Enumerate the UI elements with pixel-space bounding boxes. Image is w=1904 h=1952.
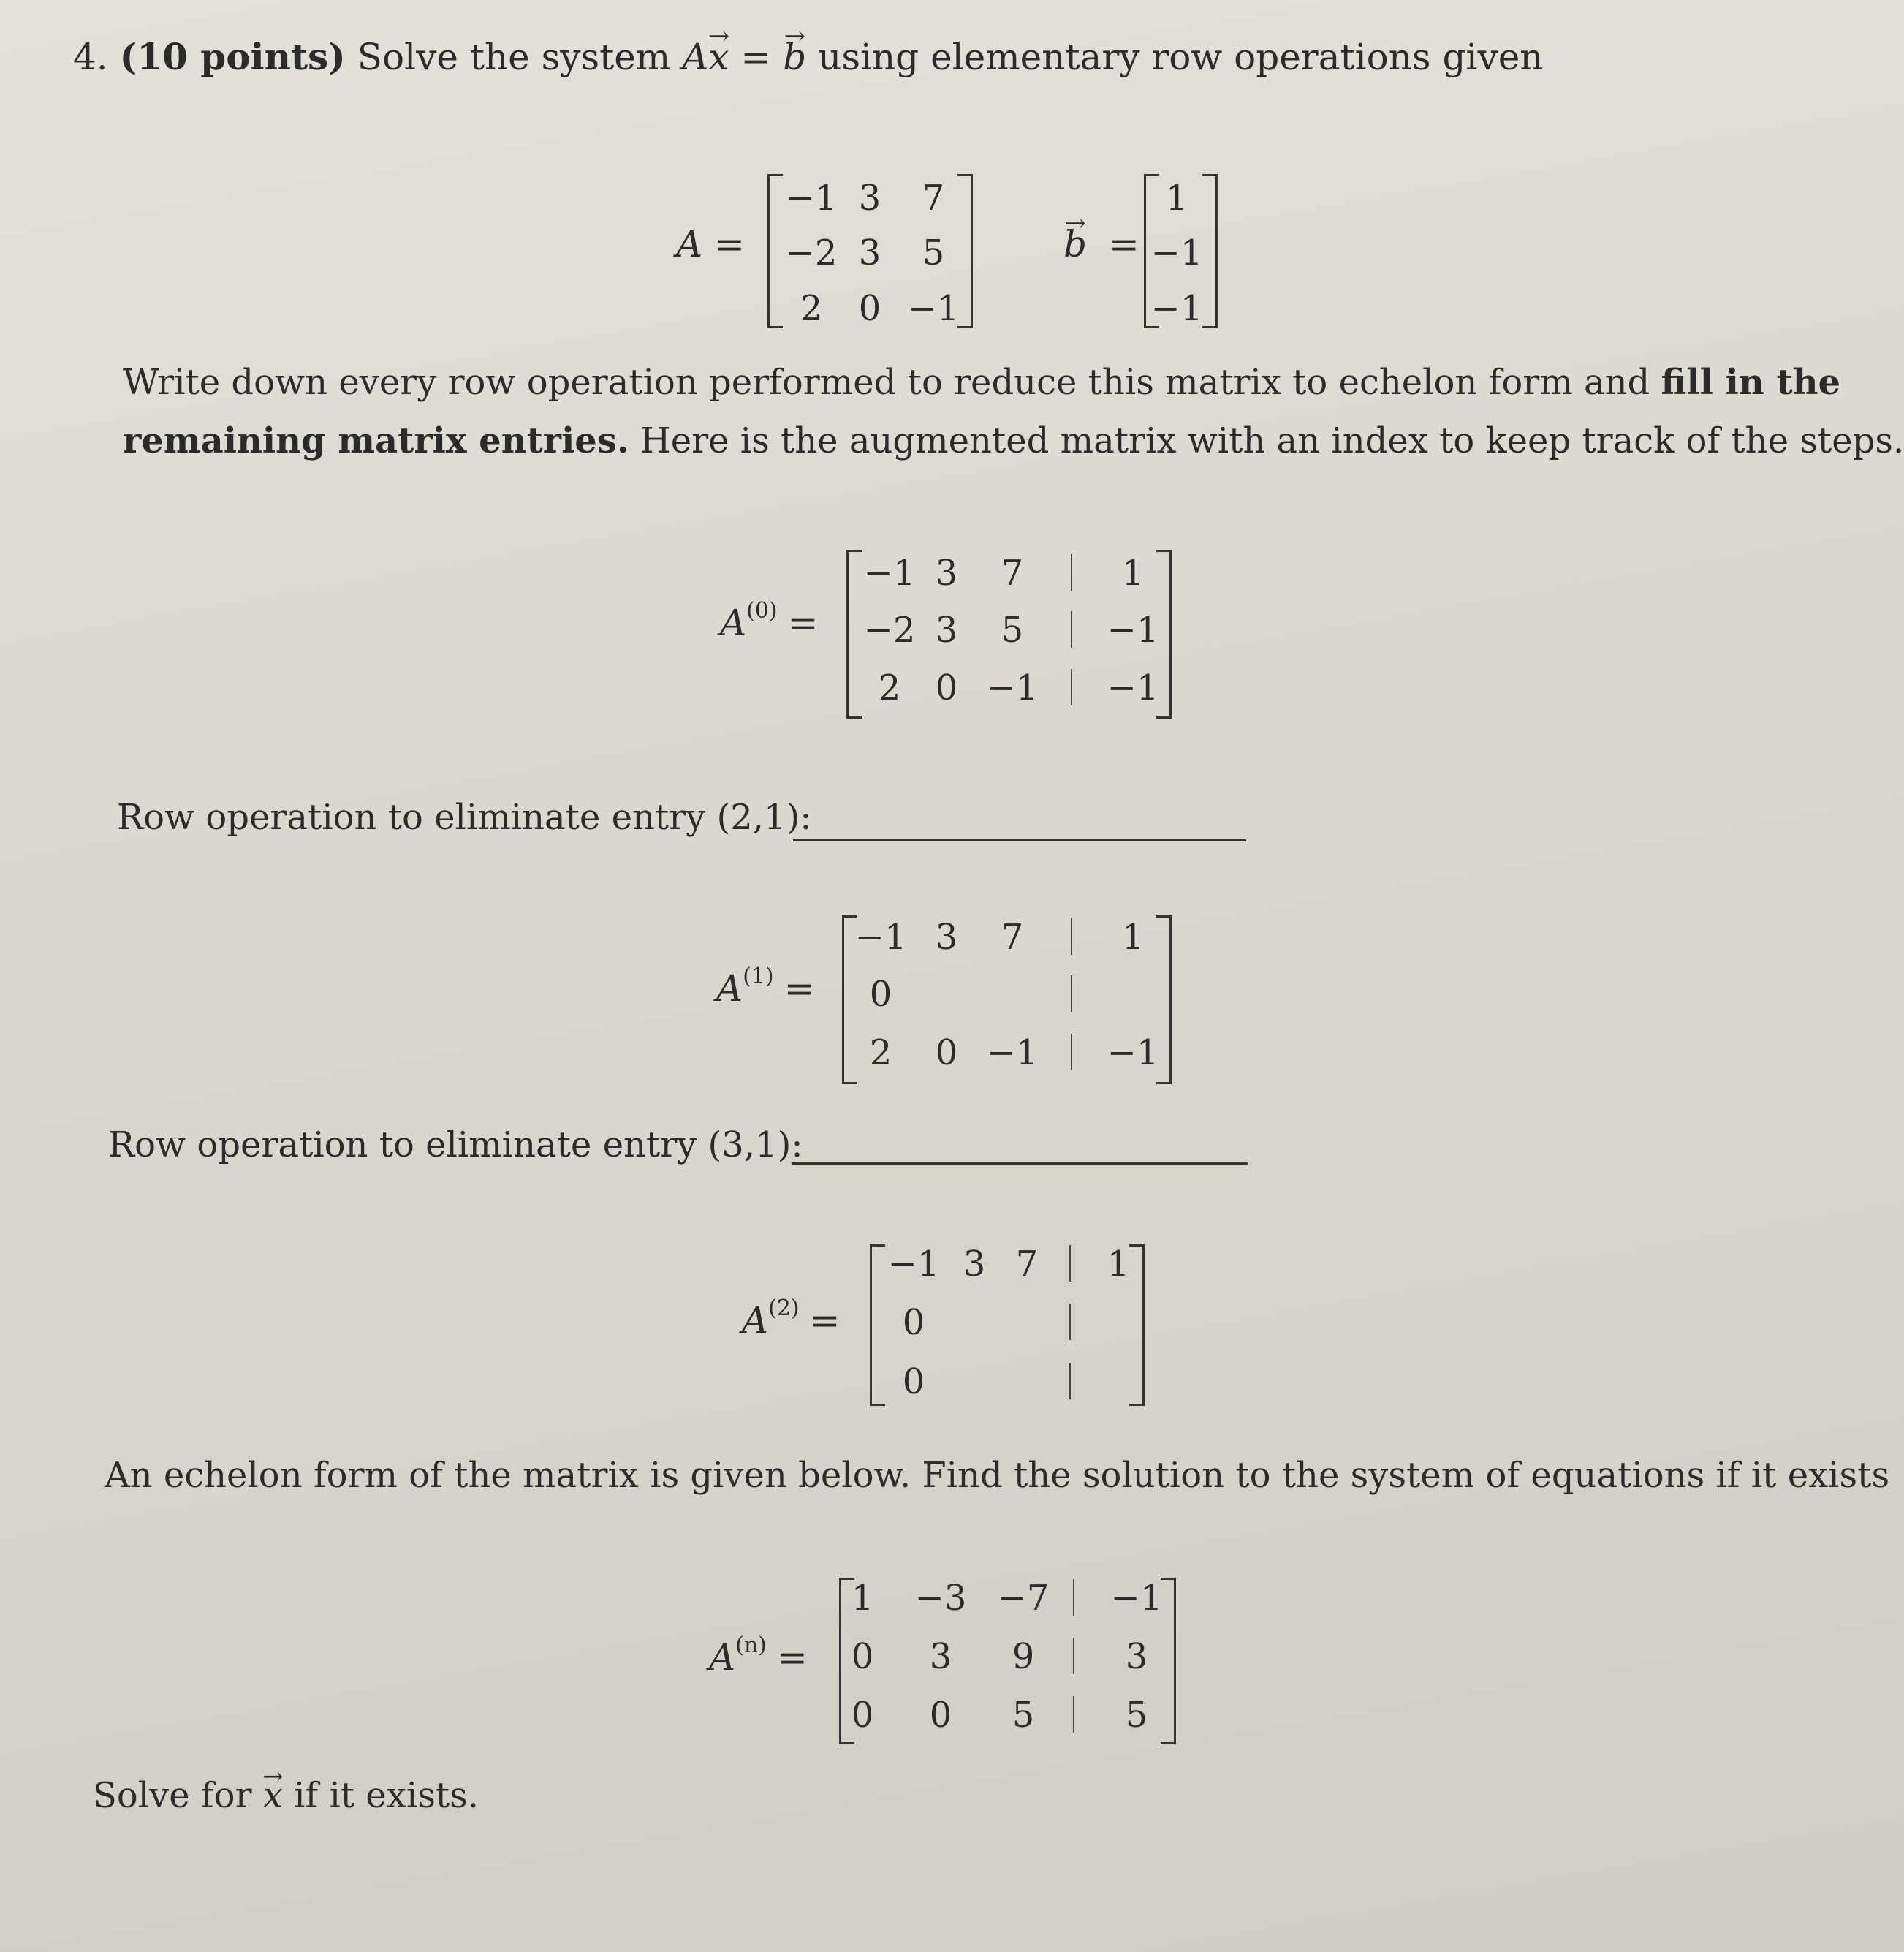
matrix-entry: −1 [854, 917, 907, 958]
solve-x: → x [263, 1775, 283, 1817]
solve-text-2: if it exists. [294, 1775, 479, 1816]
matrix-entry: 0 [935, 1032, 958, 1073]
augment-separator [1073, 1638, 1074, 1674]
matrix-entry: 5 [1001, 610, 1024, 651]
instructions-text-1: Write down every row operation performed to reduce this matrix to echelon form and [123, 362, 1650, 403]
matrix-a-entry: 2 [800, 288, 823, 329]
matrix-entry: 9 [1012, 1636, 1035, 1677]
matrix-entry: 2 [869, 1032, 892, 1073]
matrix-entry: 0 [929, 1695, 952, 1736]
matrix-entry: 3 [963, 1244, 986, 1285]
augment-separator [1071, 975, 1072, 1012]
matrix-a-entry: −2 [785, 232, 838, 273]
answer-line-3-1[interactable] [792, 1162, 1248, 1165]
matrix-entry: 7 [1001, 553, 1024, 594]
prompt-solve [93, 1775, 479, 1817]
vector-b-label [1063, 223, 1139, 265]
prompt-eliminate-2-1: Row operation to eliminate entry (2,1): [117, 797, 812, 838]
augment-separator [1069, 1245, 1071, 1282]
matrix-step-label-index: (2) [768, 1295, 800, 1321]
matrix-entry: −1 [986, 1032, 1039, 1073]
vector-b-entry: 1 [1165, 178, 1188, 219]
vector-b-entry: −1 [1150, 288, 1203, 329]
solve-text-1: Solve for [93, 1775, 252, 1816]
matrix-a-entry: 0 [858, 288, 881, 329]
matrix-step-label-base: A [720, 602, 747, 644]
matrix-step-label-base: A [742, 1299, 769, 1342]
system-equals: = [740, 36, 772, 78]
matrix-entry: −1 [1107, 610, 1159, 651]
matrix-entry: −7 [997, 1578, 1050, 1619]
system-a: A [682, 36, 709, 78]
matrix-a-label: A = [676, 223, 745, 265]
matrix-step-label-index: (n) [735, 1633, 767, 1658]
matrix-step-label [709, 1633, 808, 1679]
matrix-entry: 0 [869, 974, 892, 1015]
matrix-entry: 3 [1125, 1636, 1148, 1677]
matrix-entry: 7 [1001, 917, 1024, 958]
problem-points: (10 points) [119, 35, 346, 78]
matrix-entry: −1 [1107, 1032, 1159, 1073]
augment-separator [1071, 669, 1072, 705]
augment-separator [1071, 918, 1072, 955]
vector-b-entry: −1 [1150, 232, 1203, 273]
matrix-entry: 0 [935, 667, 958, 708]
matrix-entry: −1 [887, 1244, 940, 1285]
matrix-step-label-equals: = [787, 602, 819, 644]
vector-b-symbol: → b [1063, 223, 1087, 265]
matrix-entry: 1 [851, 1578, 874, 1619]
matrix-entry: 5 [1012, 1695, 1035, 1736]
matrix-entry: 3 [935, 610, 958, 651]
matrix-entry: 0 [851, 1636, 874, 1677]
matrix-entry: 1 [1107, 1244, 1130, 1285]
augment-separator [1071, 1034, 1072, 1070]
matrix-entry: 3 [935, 917, 958, 958]
matrix-step-label-index: (0) [746, 598, 778, 624]
matrix-step-label-equals: = [809, 1299, 841, 1342]
matrix-a-entry: 7 [922, 178, 945, 219]
matrix-step-label-base: A [709, 1636, 736, 1679]
instructions-text-2: Here is the augmented matrix with an index to keep track of the steps. [640, 420, 1904, 461]
problem-number: 4. [73, 36, 108, 78]
matrix-entry: 3 [935, 553, 958, 594]
answer-line-2-1[interactable] [793, 839, 1246, 841]
instructions-bold-1: fill in the [1661, 362, 1841, 403]
matrix-a-entry: 3 [858, 232, 881, 273]
matrix-entry: 3 [929, 1636, 952, 1677]
matrix-entry: −1 [1110, 1578, 1163, 1619]
matrix-a-entry: 5 [922, 232, 945, 273]
matrix-entry: 7 [1015, 1244, 1039, 1285]
matrix-a-entry: −1 [785, 178, 838, 219]
matrix-step-label [720, 598, 819, 644]
matrix-step-label-equals: = [784, 967, 815, 1010]
matrix-entry: 2 [878, 667, 901, 708]
augment-separator [1071, 554, 1072, 591]
problem-statement [73, 35, 1543, 79]
prompt-echelon: An echelon form of the matrix is given below. Find the solution to the system of equations if it exists [105, 1455, 1890, 1496]
system-b: → b [783, 35, 806, 79]
matrix-step-label [716, 964, 815, 1010]
system-x: → x [708, 35, 729, 79]
matrix-entry: −2 [863, 610, 916, 651]
matrix-entry: −1 [1107, 667, 1159, 708]
augment-separator [1069, 1363, 1071, 1399]
problem-intro-end: using elementary row operations given [818, 36, 1544, 78]
matrix-entry: 0 [902, 1302, 925, 1343]
instructions-line-1 [123, 362, 1840, 404]
matrix-entry: 0 [902, 1361, 925, 1402]
matrix-entry: 5 [1125, 1695, 1148, 1736]
vector-b-equals: = [1108, 223, 1139, 265]
matrix-a-entry: −1 [907, 288, 960, 329]
matrix-entry: 0 [851, 1695, 874, 1736]
matrix-a-entry: 3 [858, 178, 881, 219]
matrix-step-label-equals: = [776, 1636, 808, 1679]
matrix-entry: −3 [914, 1578, 967, 1619]
matrix-step-label-index: (1) [743, 964, 774, 989]
matrix-entry: 1 [1121, 553, 1145, 594]
augment-separator [1073, 1579, 1074, 1616]
matrix-entry: −1 [863, 553, 916, 594]
problem-intro: Solve the system [357, 36, 671, 78]
matrix-entry: 1 [1121, 917, 1145, 958]
matrix-step-label-base: A [716, 967, 743, 1010]
matrix-step-label [742, 1295, 841, 1342]
instructions-bold-2: remaining matrix entries. [123, 420, 629, 461]
augment-separator [1069, 1304, 1071, 1340]
augment-separator [1073, 1696, 1074, 1733]
augment-separator [1071, 611, 1072, 648]
prompt-eliminate-3-1: Row operation to eliminate entry (3,1): [108, 1124, 803, 1165]
instructions-line-2 [123, 420, 1904, 463]
matrix-entry: −1 [986, 667, 1039, 708]
